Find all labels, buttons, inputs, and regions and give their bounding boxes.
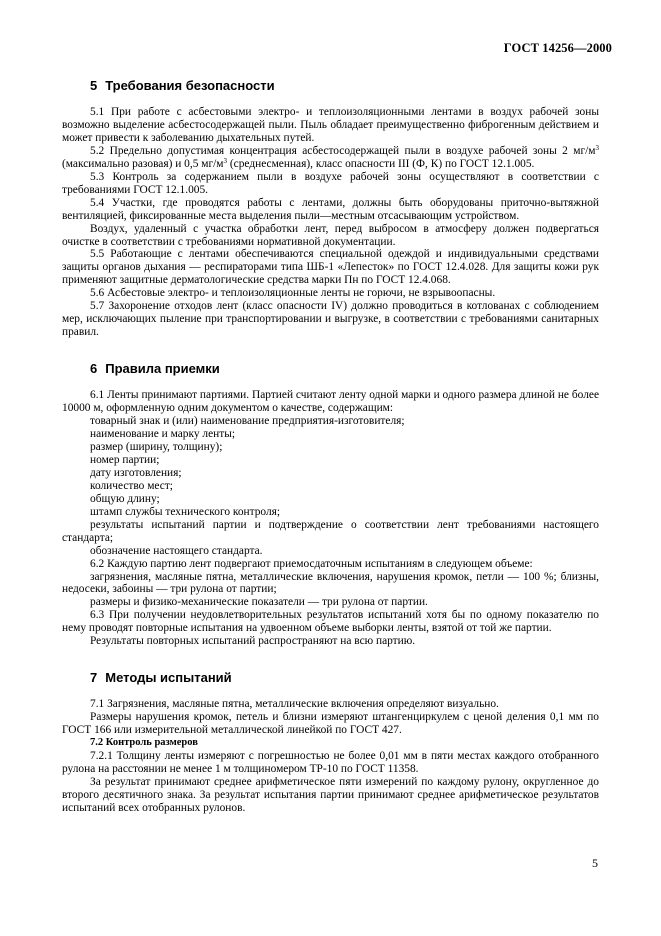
paragraph: номер партии; [90, 453, 160, 466]
paragraph: Воздух, удаленный с участка обработки лент, перед выбросом в атмосферу должен подвергаться очистке в соответствии с требованиями нормативной документации. [62, 222, 599, 248]
section-number: 7 [90, 670, 98, 686]
paragraph: 5.1 При работе с асбестовыми электро- и теплоизоляционными лентами в воздух рабочей зоны возможно выделение асбестосодержащей пыли. Пыль обладает преимущественно фиброгенным действием и может привести к заболеванию дыхательных путей. [62, 106, 599, 144]
paragraph: размер (ширину, толщину); [90, 440, 223, 453]
paragraph: 7.2.1 Толщину ленты измеряют с погрешностью не более 0,01 мм в пяти местах каждого отобранного рулона на расстоянии не менее 1 м толщиномером ТР-10 по ГОСТ 11358. [62, 750, 599, 775]
section-title: Правила приемки [105, 361, 220, 377]
paragraph: штамп службы технического контроля; [90, 505, 281, 518]
paragraph: товарный знак и (или) наименование предприятия-изготовителя; [90, 415, 405, 428]
page-number: 5 [592, 856, 598, 870]
document-code: ГОСТ 14256—2000 [503, 41, 612, 55]
superscript: 3 [223, 156, 228, 165]
page-content [62, 72, 599, 815]
paragraph: размеры и физико-механические показатели — три рулона от партии. [90, 596, 428, 609]
paragraph: 5.4 Участки, где проводятся работы с лентами, должны быть оборудованы приточно-вытяжной вентиляцией, фиксированные места выделения пыли—местным отсасывающим устройством. [62, 196, 599, 222]
paragraph: 6.3 При получении неудовлетворительных результатов испытаний хотя бы по одному показателю по нему проводят повторные испытания на удвоенном объеме выборки ленты, взятой от той же партии. [62, 609, 599, 635]
paragraph: наименование и марку ленты; [90, 428, 236, 441]
paragraph: Результаты повторных испытаний распространяют на всю партию. [90, 635, 416, 648]
paragraph: 5.5 Работающие с лентами обеспечиваются специальной одеждой и индивидуальными средствами защиты органов дыхания — респираторами типа ШБ-1 «Лепесток» по ГОСТ 12.4.028. Для защиты кожи рук применяют защитные дерматологические средства марки Пн по ГОСТ 12.4.068. [62, 248, 599, 287]
paragraph: 6.1 Ленты принимают партиями. Партией считают ленту одной марки и одного размера длиной не более 10000 м, оформленную одним документом о качестве, содержащим: [62, 389, 599, 415]
paragraph: Размеры нарушения кромок, петель и близни измеряют штангенциркулем с ценой деления 0,1 мм по ГОСТ 166 или измерительной металлической линейкой по ГОСТ 427. [62, 711, 599, 737]
paragraph: 5.3 Контроль за содержанием пыли в воздухе рабочей зоны осуществляют в соответствии с требованиями ГОСТ 12.1.005. [62, 170, 599, 196]
text-run: (максимально разовая) и 0,5 мг/м [62, 157, 224, 170]
section-title: Требования безопасности [105, 78, 275, 93]
paragraph: 6.2 Каждую партию лент подвергают приемосдаточным испытаниям в следующем объеме: [90, 557, 533, 570]
paragraph: загрязнения, масляные пятна, металлические включения, нарушения кромок, петли — 100 %; близны, недосеки, забоины — три рулона от партии; [62, 570, 599, 596]
paragraph [62, 145, 599, 171]
paragraph: 5.6 Асбестовые электро- и теплоизоляционные ленты не горючи, не взрывоопасны. [90, 287, 496, 300]
text-run: (среднесменная), класс опасности III (Ф, К) по ГОСТ 12.1.005. [227, 157, 535, 170]
section-title: Методы испытаний [105, 670, 232, 686]
paragraph: результаты испытаний партии и подтверждение о соответствии лент требованиями настоящего стандарта; [62, 518, 599, 544]
paragraph: дату изготовления; [90, 466, 182, 479]
superscript: 3 [595, 143, 599, 152]
paragraph: количество мест; [90, 479, 173, 492]
paragraph: общую длину; [90, 492, 160, 505]
section-heading [90, 361, 599, 377]
section-heading [90, 670, 599, 686]
section-number: 5 [90, 78, 98, 93]
text-run: 5.2 Предельно допустимая концентрация асбестосодержащей пыли в воздухе рабочей зоны 2 мг/м [90, 144, 596, 157]
paragraph: 5.7 Захоронение отходов лент (класс опасности IV) должно проводиться в котлованах с соблюдением мер, исключающих пыление при транспортировании и выгрузке, в соответствии с требованиями санитарных правил. [62, 300, 599, 339]
paragraph: 7.1 Загрязнения, масляные пятна, металлические включения определяют визуально. [90, 698, 499, 711]
section-heading [90, 78, 599, 94]
subsection-heading: 7.2 Контроль размеров [90, 737, 198, 749]
paragraph: За результат принимают среднее арифметическое пяти измерений по каждому рулону, округленное до второго десятичного знака. За результат испытания партии принимают среднее арифметическое результатов испытаний всех отобранных рулонов. [62, 775, 599, 814]
paragraph: обозначение настоящего стандарта. [90, 544, 263, 557]
section-number: 6 [90, 361, 98, 377]
